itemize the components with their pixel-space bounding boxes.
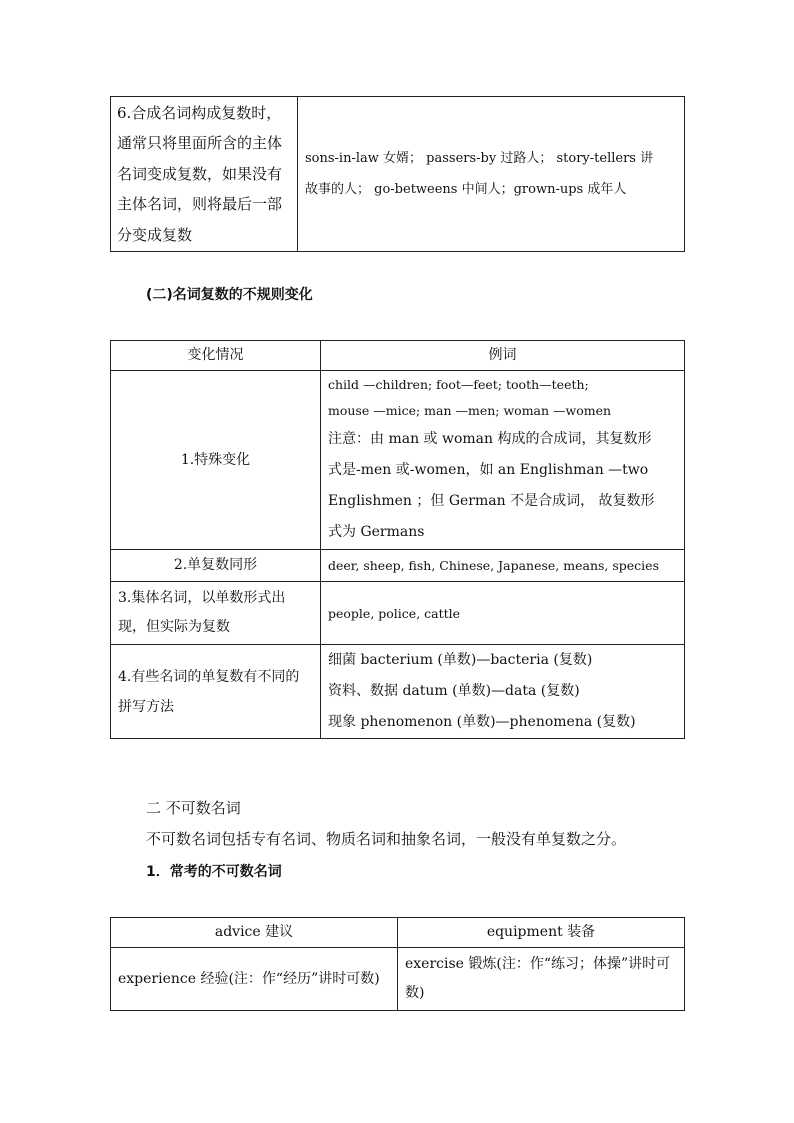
example-cell	[321, 645, 685, 739]
header-cell: 变化情况	[111, 341, 321, 371]
example-line: 细菌 bacterium (单数)—bacteria (复数)	[328, 652, 593, 668]
example-cell: deer, sheep, fish, Chinese, Japanese, means, species	[321, 550, 685, 582]
examples-cell	[298, 97, 685, 252]
irregular-plural-table	[110, 340, 685, 739]
examples-line: sons-in-law 女婿； passers-by 过路人； story-tellers 讲	[305, 151, 654, 166]
category-cell: 4.有些名词的单复数有不同的拼写方法	[111, 645, 321, 739]
example-line: 资料、数据 datum (单数)—data (复数)	[328, 683, 580, 699]
example-line: 式是-men 或-women，如 an Englishman —two	[328, 462, 649, 478]
noun-cell: experience 经验(注：作“经历”讲时可数)	[111, 948, 398, 1011]
section-heading: (二)名词复数的不规则变化	[146, 287, 313, 303]
example-cell: people, police, cattle	[321, 582, 685, 645]
category-cell: 3.集体名词，以单数形式出现，但实际为复数	[111, 582, 321, 645]
example-line: child —children; foot—feet; tooth—teeth;	[328, 377, 589, 392]
part-intro: 不可数名词包括专有名词、物质名词和抽象名词，一般没有单复数之分。	[146, 830, 627, 848]
example-line: Englishmen ；但 German 不是合成词， 故复数形	[328, 493, 655, 509]
examples-line: 故事的人； go-betweens 中间人；grown-ups 成年人	[305, 182, 627, 197]
example-line: 式为 Germans	[328, 524, 425, 540]
category-cell: 2.单复数同形	[111, 550, 321, 582]
example-line: 现象 phenomenon (单数)—phenomena (复数)	[328, 714, 636, 730]
header-cell: 例词	[321, 341, 685, 371]
example-cell	[321, 371, 685, 550]
rule-cell: 6.合成名词构成复数时，通常只将里面所含的主体名词变成复数，如果没有主体名词，则将最后一部分变成复数	[111, 97, 298, 252]
noun-cell: advice 建议	[111, 918, 398, 948]
noun-cell: exercise 锻炼(注：作“练习；体操”讲时可数)	[398, 948, 685, 1011]
noun-cell: equipment 装备	[398, 918, 685, 948]
part-title: 二 不可数名词	[146, 799, 241, 817]
example-line: 注意：由 man 或 woman 构成的合成词，其复数形	[328, 431, 652, 447]
uncountable-noun-table	[110, 917, 685, 1011]
category-cell: 1.特殊变化	[111, 371, 321, 550]
compound-noun-table	[110, 96, 685, 252]
example-line: mouse —mice; man —men; woman —women	[328, 403, 612, 418]
part-subtitle: 1．常考的不可数名词	[146, 864, 282, 880]
